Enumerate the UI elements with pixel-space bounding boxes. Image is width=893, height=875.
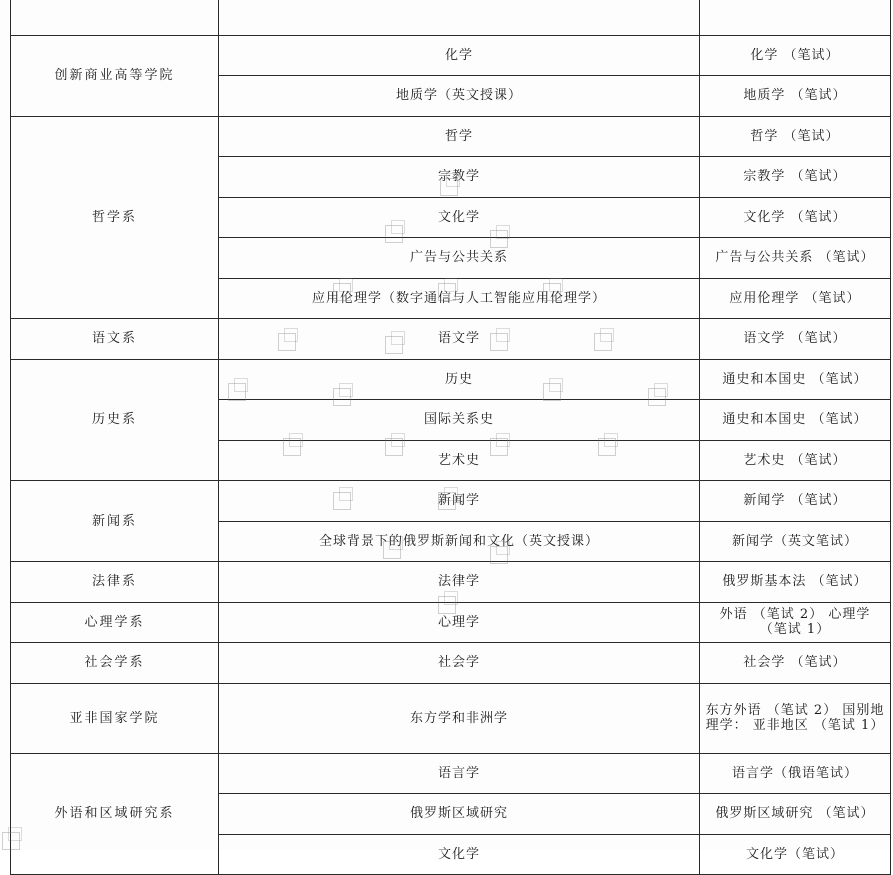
major-cell: 广告与公共关系 bbox=[219, 238, 700, 279]
major-cell: 法律学 bbox=[219, 562, 700, 603]
department-cell: 外语和区域研究系 bbox=[11, 753, 219, 875]
department-cell: 法律系 bbox=[11, 562, 219, 603]
table-row bbox=[11, 683, 891, 753]
exam-cell: 应用伦理学 （笔试） bbox=[700, 278, 891, 319]
exam-cell: 语文学 （笔试） bbox=[700, 319, 891, 360]
major-cell: 语言学 bbox=[219, 753, 700, 794]
table-row bbox=[11, 35, 891, 76]
exam-cell: 哲学 （笔试） bbox=[700, 116, 891, 157]
table-row bbox=[11, 753, 891, 794]
major-cell bbox=[219, 0, 700, 35]
exam-cell: 文化学（笔试） bbox=[700, 834, 891, 875]
table-row bbox=[11, 602, 891, 643]
department-cell bbox=[11, 0, 219, 35]
major-cell: 哲学 bbox=[219, 116, 700, 157]
exam-cell: 外语 （笔试 2） 心理学 （笔试 1） bbox=[700, 602, 891, 643]
department-cell: 社会学系 bbox=[11, 643, 219, 684]
exam-cell: 艺术史 （笔试） bbox=[700, 440, 891, 481]
exam-cell: 地质学 （笔试） bbox=[700, 76, 891, 117]
department-cell: 哲学系 bbox=[11, 116, 219, 319]
exam-cell: 文化学 （笔试） bbox=[700, 197, 891, 238]
major-cell: 宗教学 bbox=[219, 157, 700, 198]
exam-cell: 化学 （笔试） bbox=[700, 35, 891, 76]
table-row bbox=[11, 562, 891, 603]
department-cell: 创新商业高等学院 bbox=[11, 35, 219, 116]
major-cell: 地质学（英文授课） bbox=[219, 76, 700, 117]
exam-cell bbox=[700, 0, 891, 35]
table-row bbox=[11, 319, 891, 360]
exam-cell: 新闻学（英文笔试） bbox=[700, 521, 891, 562]
major-cell: 全球背景下的俄罗斯新闻和文化（英文授课） bbox=[219, 521, 700, 562]
major-cell: 艺术史 bbox=[219, 440, 700, 481]
major-cell: 历史 bbox=[219, 359, 700, 400]
major-cell: 应用伦理学（数字通信与人工智能应用伦理学） bbox=[219, 278, 700, 319]
department-cell: 亚非国家学院 bbox=[11, 683, 219, 753]
exam-cell: 东方外语 （笔试 2） 国别地 理学： 亚非地区 （笔试 1） bbox=[700, 683, 891, 753]
department-cell: 心理学系 bbox=[11, 602, 219, 643]
exam-cell: 俄罗斯基本法 （笔试） bbox=[700, 562, 891, 603]
major-cell: 东方学和非洲学 bbox=[219, 683, 700, 753]
exam-cell: 通史和本国史 （笔试） bbox=[700, 400, 891, 441]
major-cell: 社会学 bbox=[219, 643, 700, 684]
major-cell: 化学 bbox=[219, 35, 700, 76]
major-cell: 文化学 bbox=[219, 834, 700, 875]
major-cell: 文化学 bbox=[219, 197, 700, 238]
table-row bbox=[11, 0, 891, 35]
major-cell: 语文学 bbox=[219, 319, 700, 360]
major-cell: 心理学 bbox=[219, 602, 700, 643]
table-row bbox=[11, 116, 891, 157]
department-cell: 历史系 bbox=[11, 359, 219, 481]
major-cell: 新闻学 bbox=[219, 481, 700, 522]
table-row bbox=[11, 359, 891, 400]
major-cell: 国际关系史 bbox=[219, 400, 700, 441]
major-cell: 俄罗斯区域研究 bbox=[219, 794, 700, 835]
department-cell: 新闻系 bbox=[11, 481, 219, 562]
exam-cell: 新闻学 （笔试） bbox=[700, 481, 891, 522]
exam-cell: 俄罗斯区域研究 （笔试） bbox=[700, 794, 891, 835]
exam-cell: 广告与公共关系 （笔试） bbox=[700, 238, 891, 279]
department-cell: 语文系 bbox=[11, 319, 219, 360]
exam-cell: 宗教学 （笔试） bbox=[700, 157, 891, 198]
admissions-table bbox=[10, 0, 891, 875]
exam-cell: 社会学 （笔试） bbox=[700, 643, 891, 684]
exam-cell: 通史和本国史 （笔试） bbox=[700, 359, 891, 400]
table-row bbox=[11, 481, 891, 522]
table-row bbox=[11, 643, 891, 684]
exam-cell: 语言学（俄语笔试） bbox=[700, 753, 891, 794]
